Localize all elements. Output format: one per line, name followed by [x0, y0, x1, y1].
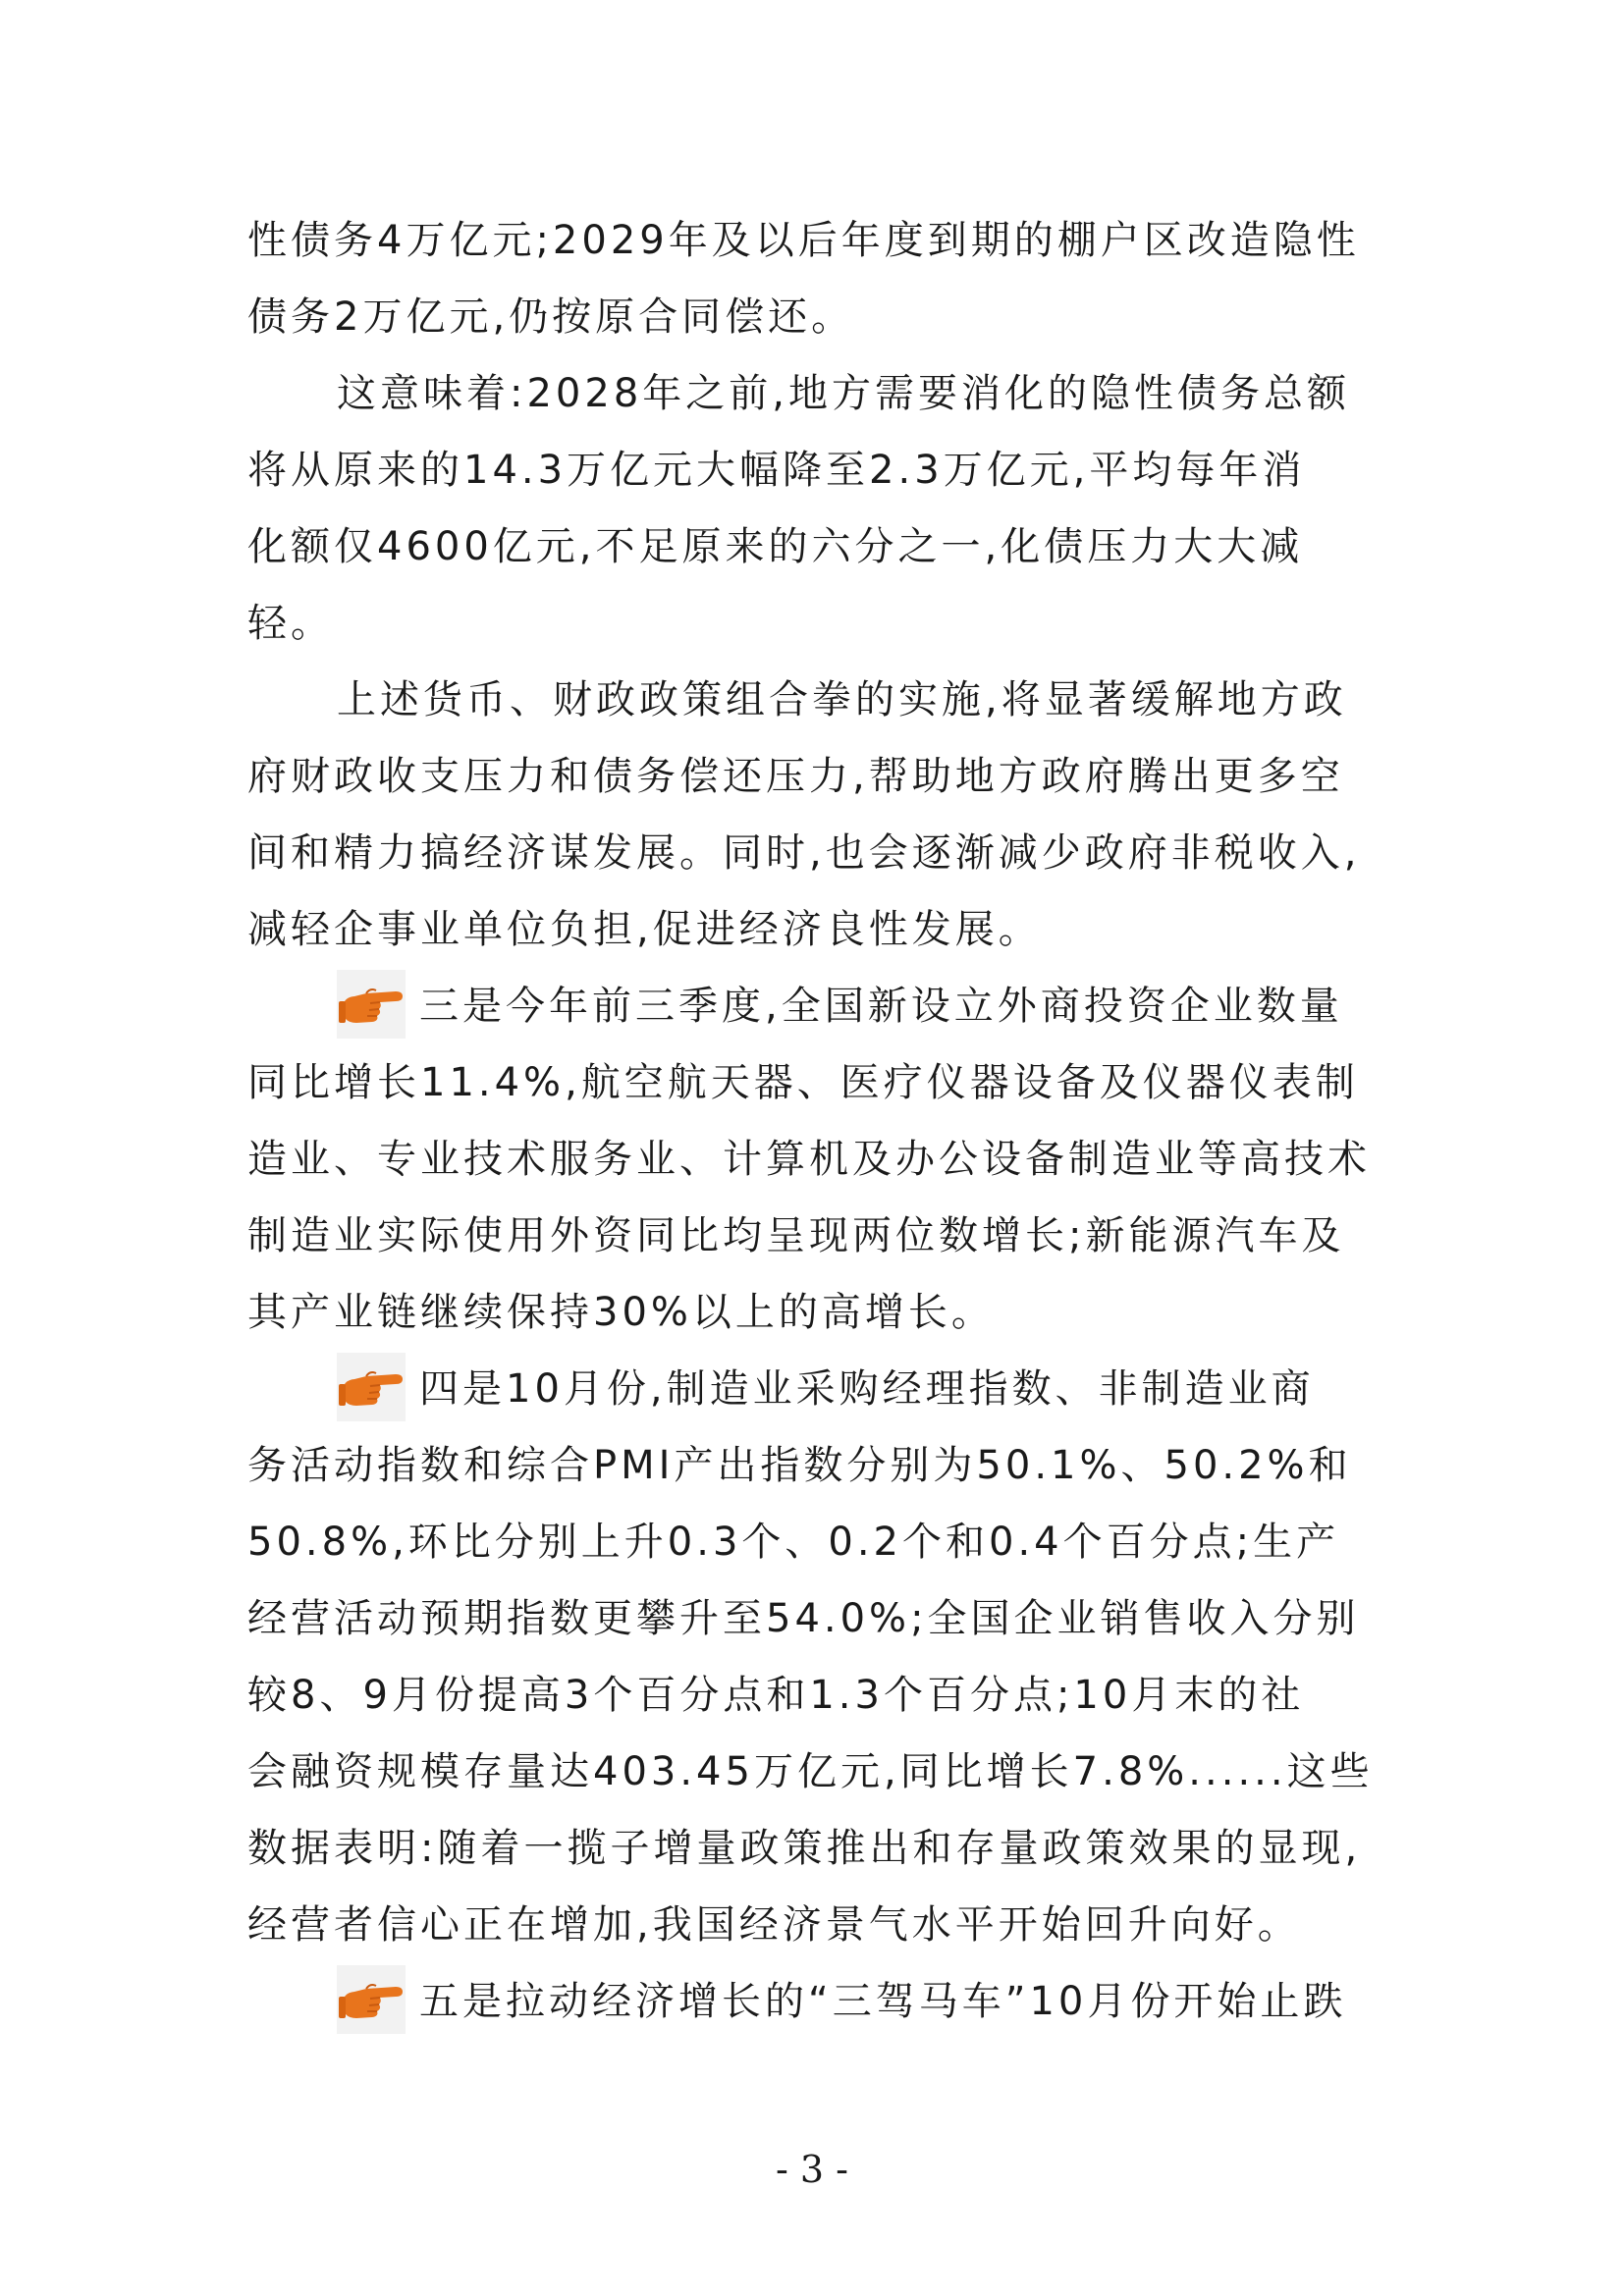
pointing-hand-icon: [337, 1965, 406, 2034]
bullet-paragraph-start: [337, 1963, 1386, 2040]
pointing-hand-icon: [337, 1353, 406, 1421]
text-line: 其产业链继续保持30%以上的高增长。: [247, 1290, 995, 1335]
text-line: 府财政收支压力和债务偿还压力,帮助地方政府腾出更多空: [247, 754, 1344, 799]
text-line: 同比增长11.4%,航空航天器、医疗仪器设备及仪器仪表制: [247, 1060, 1359, 1105]
bullet-text: 四是10月份,制造业采购经理指数、非制造业商: [419, 1366, 1315, 1412]
paragraph-start-line: 上述货币、财政政策组合拳的实施,将显著缓解地方政: [337, 677, 1347, 722]
bullet-text: 三是今年前三季度,全国新设立外商投资企业数量: [419, 984, 1343, 1029]
text-line: 间和精力搞经济谋发展。同时,也会逐渐减少政府非税收入,: [247, 830, 1361, 876]
text-line: 制造业实际使用外资同比均呈现两位数增长;新能源汽车及: [247, 1213, 1345, 1258]
text-line: 务活动指数和综合PMI产出指数分别为50.1%、50.2%和: [247, 1443, 1352, 1488]
text-line: 减轻企事业单位负担,促进经济良性发展。: [247, 907, 1042, 952]
text-line: 经营者信心正在增加,我国经济景气水平开始回升向好。: [247, 1902, 1301, 1948]
text-line: 50.8%,环比分别上升0.3个、0.2个和0.4个百分点;生产: [247, 1520, 1340, 1565]
text-line: 经营活动预期指数更攀升至54.0%;全国企业销售收入分别: [247, 1596, 1360, 1641]
pointing-hand-icon-graphic: [337, 970, 406, 1039]
page-number: - 3 -: [775, 2148, 848, 2191]
text-line: 性债务4万亿元;2029年及以后年度到期的棚户区改造隐性: [247, 218, 1360, 263]
text-line: 会融资规模存量达403.45万亿元,同比增长7.8%......这些: [247, 1749, 1374, 1794]
text-line: 较8、9月份提高3个百分点和1.3个百分点;10月末的社: [247, 1673, 1305, 1718]
text-line: 将从原来的14.3万亿元大幅降至2.3万亿元,平均每年消: [247, 448, 1306, 493]
text-line: 造业、专业技术服务业、计算机及办公设备制造业等高技术: [247, 1137, 1371, 1182]
pointing-hand-icon-graphic: [337, 1353, 406, 1421]
text-line: 数据表明:随着一揽子增量政策推出和存量政策效果的显现,: [247, 1826, 1362, 1871]
bullet-text: 五是拉动经济增长的“三驾马车”10月份开始止跌: [419, 1979, 1347, 2024]
text-line: 化额仅4600亿元,不足原来的六分之一,化债压力大大减: [247, 524, 1304, 569]
pointing-hand-icon-graphic: [337, 1965, 406, 2034]
bullet-paragraph-start: [337, 1351, 1386, 1427]
paragraph-start-line: 这意味着:2028年之前,地方需要消化的隐性债务总额: [337, 371, 1350, 416]
bullet-paragraph-start: [337, 968, 1386, 1044]
text-line: 轻。: [247, 601, 334, 646]
pointing-hand-icon: [337, 970, 406, 1039]
text-line: 债务2万亿元,仍按原合同偿还。: [247, 294, 855, 340]
